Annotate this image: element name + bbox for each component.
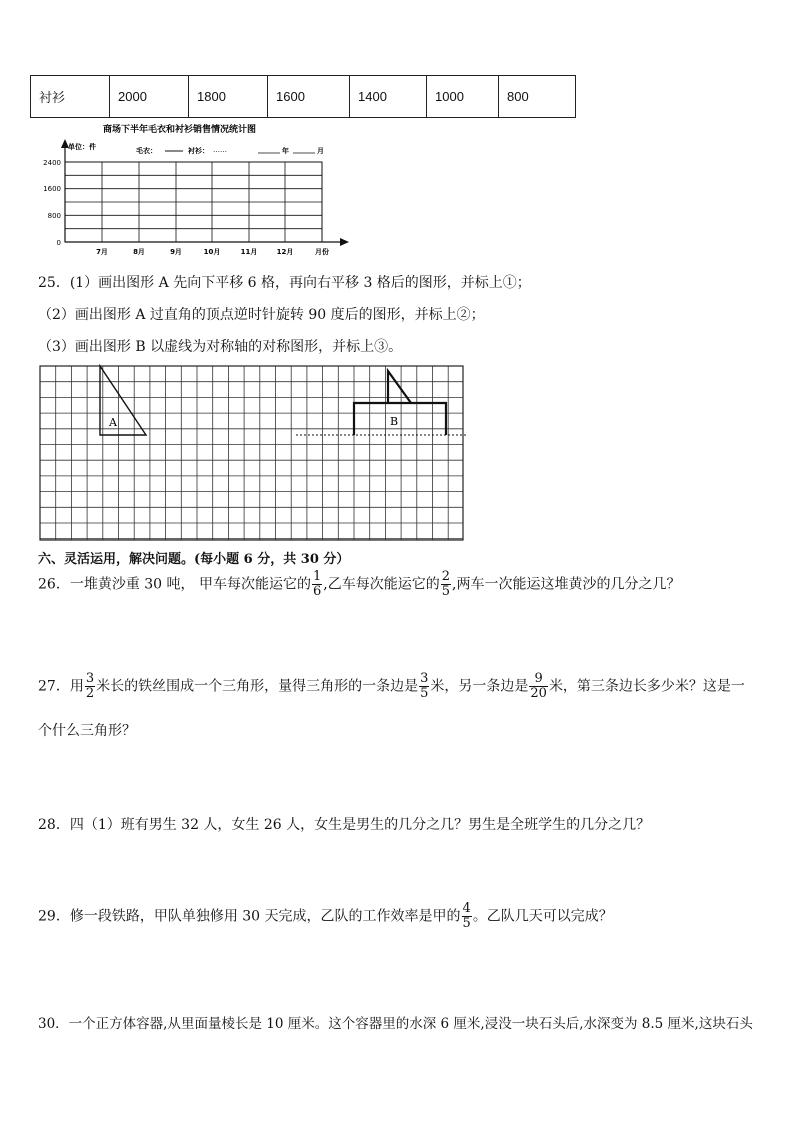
legend-shirt-marks: …… xyxy=(213,146,227,154)
section-heading: 六、灵活运用，解决问题。(每小题 6 分，共 30 分） xyxy=(38,552,350,567)
q27-line2: 个什么三角形？ xyxy=(38,723,136,739)
numerator: 4 xyxy=(462,901,471,916)
table-cell: 1400 xyxy=(350,76,427,118)
denominator: 6 xyxy=(312,584,322,599)
numerator: 1 xyxy=(312,569,322,584)
x-tick-label: 10月 xyxy=(203,248,221,256)
year-suffix: 年 xyxy=(282,147,289,155)
x-tick-label: 7月 xyxy=(96,248,108,256)
fraction xyxy=(441,570,451,599)
denominator: 20 xyxy=(530,686,547,701)
q27-text-3: 米，另一条边是 xyxy=(430,678,529,695)
denominator: 5 xyxy=(462,916,471,931)
fraction xyxy=(419,672,429,701)
fraction xyxy=(462,902,472,931)
q26-text-3: ,两车一次能运这堆黄沙的几分之几？ xyxy=(452,576,681,593)
q29-text-2: 。乙队几天可以完成？ xyxy=(472,908,613,925)
numerator: 2 xyxy=(441,569,450,584)
sales-table xyxy=(30,75,576,118)
table-cell: 1600 xyxy=(268,76,350,118)
denominator: 5 xyxy=(420,686,429,701)
x-tick-label: 8月 xyxy=(133,248,145,256)
chart-title: 商场下半年毛衣和衬衫销售情况统计图 xyxy=(103,125,257,135)
q27-text-4: 米，第三条边长多少米？这是一 xyxy=(548,678,745,695)
q29-text-1: 29．修一段铁路，甲队单独修用 30 天完成，乙队的工作效率是甲的 xyxy=(38,908,461,925)
y-tick-label: 0 xyxy=(56,239,61,247)
q27-text-1: 27．用 xyxy=(38,678,84,695)
y-tick-label: 2400 xyxy=(43,159,61,167)
shape-b-label: B xyxy=(390,415,399,428)
shape-a xyxy=(100,366,146,435)
denominator: 2 xyxy=(85,686,95,701)
table-cell: 1000 xyxy=(427,76,499,118)
sales-chart xyxy=(28,118,358,260)
q30: 30．一个正方体容器,从里面量棱长是 10 厘米。这个容器里的水深 6 厘米,浸没一块石头后,水深变为 8.5 厘米,这块石头 xyxy=(38,1016,753,1032)
q26 xyxy=(38,570,680,599)
x-tick-label: 12月 xyxy=(276,248,294,256)
transform-grid xyxy=(38,364,470,542)
table-cell: 2000 xyxy=(110,76,189,118)
q25-line1: 25．(1）画出图形 A 先向下平移 6 格，再向右平移 3 格后的图形，并标上①； xyxy=(38,275,531,291)
fraction xyxy=(529,672,548,701)
numerator: 9 xyxy=(529,672,548,687)
numerator: 3 xyxy=(420,671,429,686)
chart-unit: 单位：件 xyxy=(68,143,96,151)
row-label-cell: 衬衫 xyxy=(31,76,110,118)
y-tick-label: 800 xyxy=(47,212,61,220)
x-tick-label: 11月 xyxy=(240,248,258,256)
month-suffix: 月 xyxy=(317,147,324,155)
q27 xyxy=(38,672,745,701)
fraction xyxy=(85,672,95,701)
numerator: 3 xyxy=(85,671,95,686)
shape-a-label: A xyxy=(109,416,117,429)
q25-line2: （2）画出图形 A 过直角的顶点逆时针旋转 90 度后的图形，并标上②； xyxy=(38,307,485,323)
x-tick-label: 9月 xyxy=(170,248,182,256)
fraction xyxy=(312,570,322,599)
q29 xyxy=(38,902,613,931)
x-axis-label: 月份 xyxy=(315,248,329,256)
legend-shirt: 衬衫： xyxy=(188,147,209,155)
q27-text-2: 米长的铁丝围成一个三角形，量得三角形的一条边是 xyxy=(96,678,419,695)
table-cell: 1800 xyxy=(189,76,268,118)
denominator: 5 xyxy=(441,584,450,599)
q25-line3: （3）画出图形 B 以虚线为对称轴的对称图形，并标上③。 xyxy=(38,339,403,355)
chart-grid xyxy=(65,162,322,242)
x-axis-arrow xyxy=(340,238,349,246)
q28: 28．四（1）班有男生 32 人，女生 26 人，女生是男生的几分之几？男生是全班学生的几分之几？ xyxy=(38,817,651,833)
y-tick-label: 1600 xyxy=(43,185,61,193)
q26-text-1: 26．一堆黄沙重 30 吨， 甲车每次能运它的 xyxy=(38,576,311,593)
shape-b-top xyxy=(388,371,411,403)
grid-frame xyxy=(40,366,463,540)
table-row xyxy=(31,76,576,118)
legend-sweater: 毛衣： xyxy=(136,147,157,155)
grid-lines xyxy=(40,366,463,540)
q26-text-2: ,乙车每次能运它的 xyxy=(323,576,440,593)
table-cell: 800 xyxy=(499,76,576,118)
